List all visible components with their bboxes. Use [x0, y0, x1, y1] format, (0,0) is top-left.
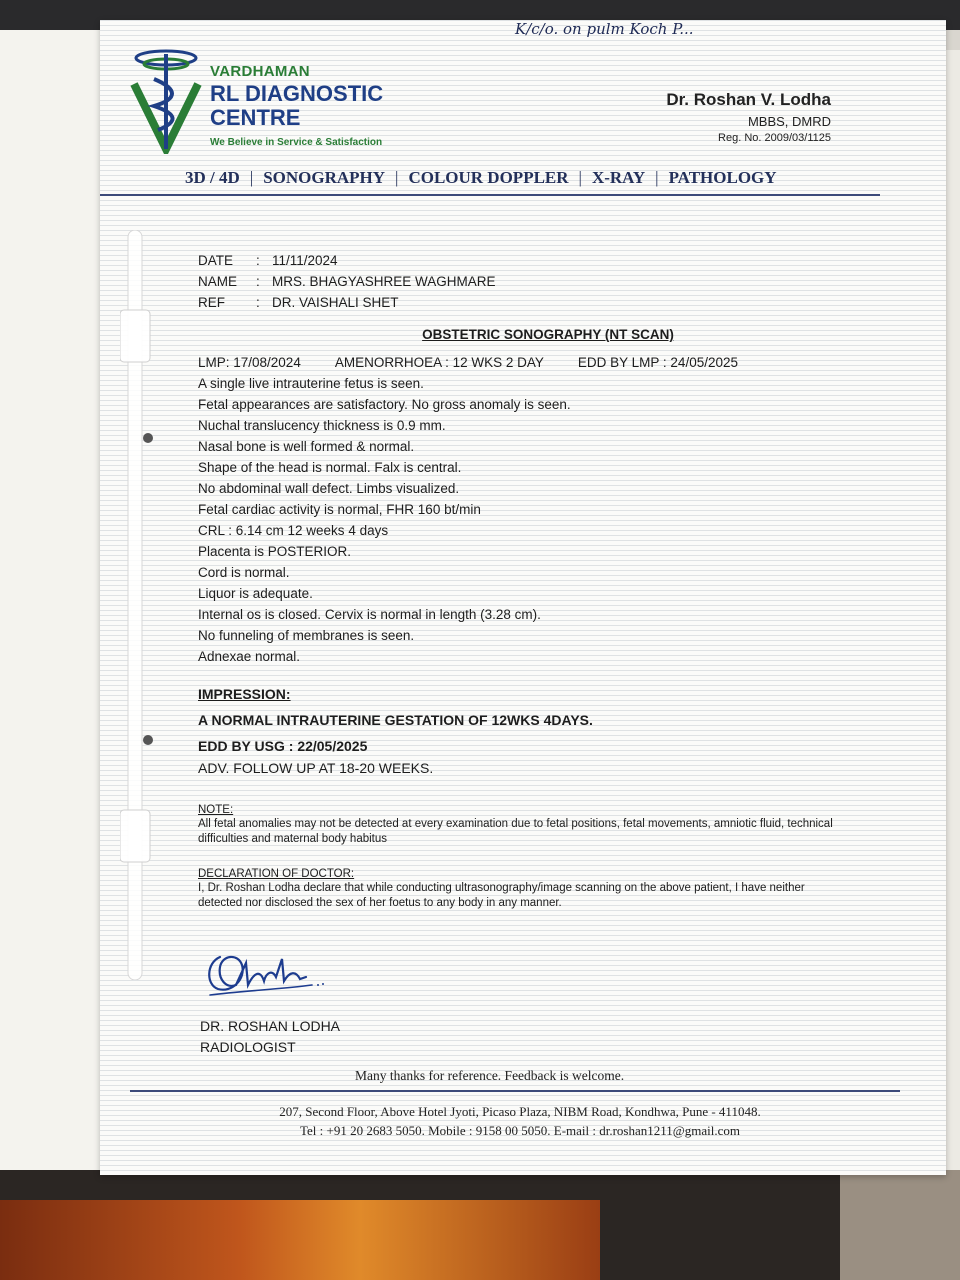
finding-line: Cord is normal.	[198, 565, 290, 580]
doctor-signature	[202, 945, 332, 1005]
report-sheet	[100, 20, 946, 1175]
report-date: 11/11/2024	[272, 253, 338, 268]
finding-line: Nuchal translucency thickness is 0.9 mm.	[198, 418, 446, 433]
service-sonography: SONOGRAPHY	[263, 168, 386, 187]
orange-folder	[0, 1200, 600, 1280]
impression-edd-usg: EDD BY USG : 22/05/2025	[198, 738, 368, 754]
caduceus-logo-icon	[130, 44, 202, 154]
floor-background	[840, 1170, 960, 1280]
ref-row	[198, 292, 838, 313]
referring-doctor: DR. VAISHALI SHET	[272, 295, 399, 310]
footer-address	[140, 1102, 900, 1140]
date-row	[198, 250, 838, 271]
service-pathology: PATHOLOGY	[668, 168, 777, 187]
finding-line: Fetal appearances are satisfactory. No gross anomaly is seen.	[198, 397, 571, 412]
header-divider	[100, 194, 880, 196]
footer-divider	[130, 1090, 900, 1092]
report-title: OBSTETRIC SONOGRAPHY (NT SCAN)	[422, 327, 674, 342]
note-heading: NOTE:	[198, 804, 234, 816]
finding-line: No funneling of membranes is seen.	[198, 628, 415, 643]
note-text: All fetal anomalies may not be detected at every examination due to fetal positions, fetal movements, amniotic fluid, technical difficulties and maternal body habitus	[198, 818, 833, 845]
clinic-name-line3: CENTRE	[210, 105, 301, 130]
doctor-degrees: MBBS, DMRD	[747, 114, 831, 129]
lmp-value: LMP: 17/08/2024	[198, 355, 301, 370]
date-label: DATE	[198, 253, 234, 268]
finding-line: Nasal bone is well formed & normal.	[198, 439, 415, 454]
service-colour-doppler: COLOUR DOPPLER	[408, 168, 569, 187]
signatory	[200, 1016, 340, 1058]
services-list	[185, 168, 845, 188]
file-binder-strip	[120, 230, 166, 980]
service-xray: X-RAY	[591, 168, 646, 187]
finding-line: Shape of the head is normal. Falx is central.	[198, 460, 462, 475]
service-separator: |	[249, 168, 254, 187]
declaration-heading: DECLARATION OF DOCTOR:	[198, 868, 355, 880]
finding-line: Liquor is adequate.	[198, 586, 313, 601]
service-separator: |	[395, 168, 399, 187]
finding-line: CRL : 6.14 cm 12 weeks 4 days	[198, 523, 389, 538]
finding-line: Placenta is POSTERIOR.	[198, 544, 352, 559]
service-separator: |	[578, 168, 582, 187]
signatory-role: RADIOLOGIST	[200, 1039, 296, 1055]
clinic-name	[210, 64, 383, 129]
doctor-name: Dr. Roshan V. Lodha	[666, 90, 831, 109]
address-line: 207, Second Floor, Above Hotel Jyoti, Picaso Plaza, NIBM Road, Kondhwa, Pune - 411048.	[279, 1104, 761, 1119]
ref-label: REF	[198, 295, 225, 310]
finding-line: A single live intrauterine fetus is seen.	[198, 376, 424, 391]
colon: :	[256, 295, 260, 310]
edd-lmp-value: EDD BY LMP : 24/05/2025	[577, 355, 738, 370]
thanks-line: Many thanks for reference. Feedback is welcome.	[355, 1068, 625, 1083]
adjacent-page	[0, 30, 111, 1170]
finding-line: Adnexae normal.	[198, 649, 301, 664]
report-body	[198, 250, 838, 911]
name-row	[198, 271, 838, 292]
service-separator: |	[655, 168, 659, 187]
signatory-name: DR. ROSHAN LODHA	[200, 1018, 341, 1034]
lmp-row	[198, 352, 838, 373]
amenorrhoea-value: AMENORRHOEA : 12 WKS 2 DAY	[334, 355, 544, 370]
patient-name: MRS. BHAGYASHREE WAGHMARE	[272, 274, 496, 289]
doctor-reg-number: Reg. No. 2009/03/1125	[718, 132, 831, 144]
colon: :	[256, 274, 260, 289]
handwritten-note: K/c/o. on pulm Koch P...	[515, 20, 694, 38]
finding-line: No abdominal wall defect. Limbs visualized.	[198, 481, 460, 496]
impression-gestation: A NORMAL INTRAUTERINE GESTATION OF 12WKS 4DAYS.	[198, 712, 593, 728]
declaration-text: I, Dr. Roshan Lodha declare that while conducting ultrasonography/image scanning on the above patient, I have neither detected nor disclosed the sex of her foetus to any body in any manner.	[198, 882, 805, 909]
doctor-header	[666, 90, 831, 144]
contact-line: Tel : +91 20 2683 5050. Mobile : 9158 00 5050. E-mail : dr.roshan1211@gmail.com	[299, 1123, 740, 1138]
service-3d4d: 3D / 4D	[185, 168, 240, 187]
finding-line: Internal os is closed. Cervix is normal in length (3.28 cm).	[198, 607, 541, 622]
colon: :	[256, 253, 260, 268]
impression-heading: IMPRESSION:	[198, 686, 291, 702]
clinic-name-line2: RL DIAGNOSTIC	[210, 81, 384, 106]
impression-follow-up: ADV. FOLLOW UP AT 18-20 WEEKS.	[198, 760, 434, 776]
finding-line: Fetal cardiac activity is normal, FHR 160 bt/min	[198, 502, 481, 517]
name-label: NAME	[198, 274, 238, 289]
clinic-tagline: We Believe in Service & Satisfaction	[210, 137, 383, 148]
clinic-name-line1: VARDHAMAN	[210, 63, 310, 80]
